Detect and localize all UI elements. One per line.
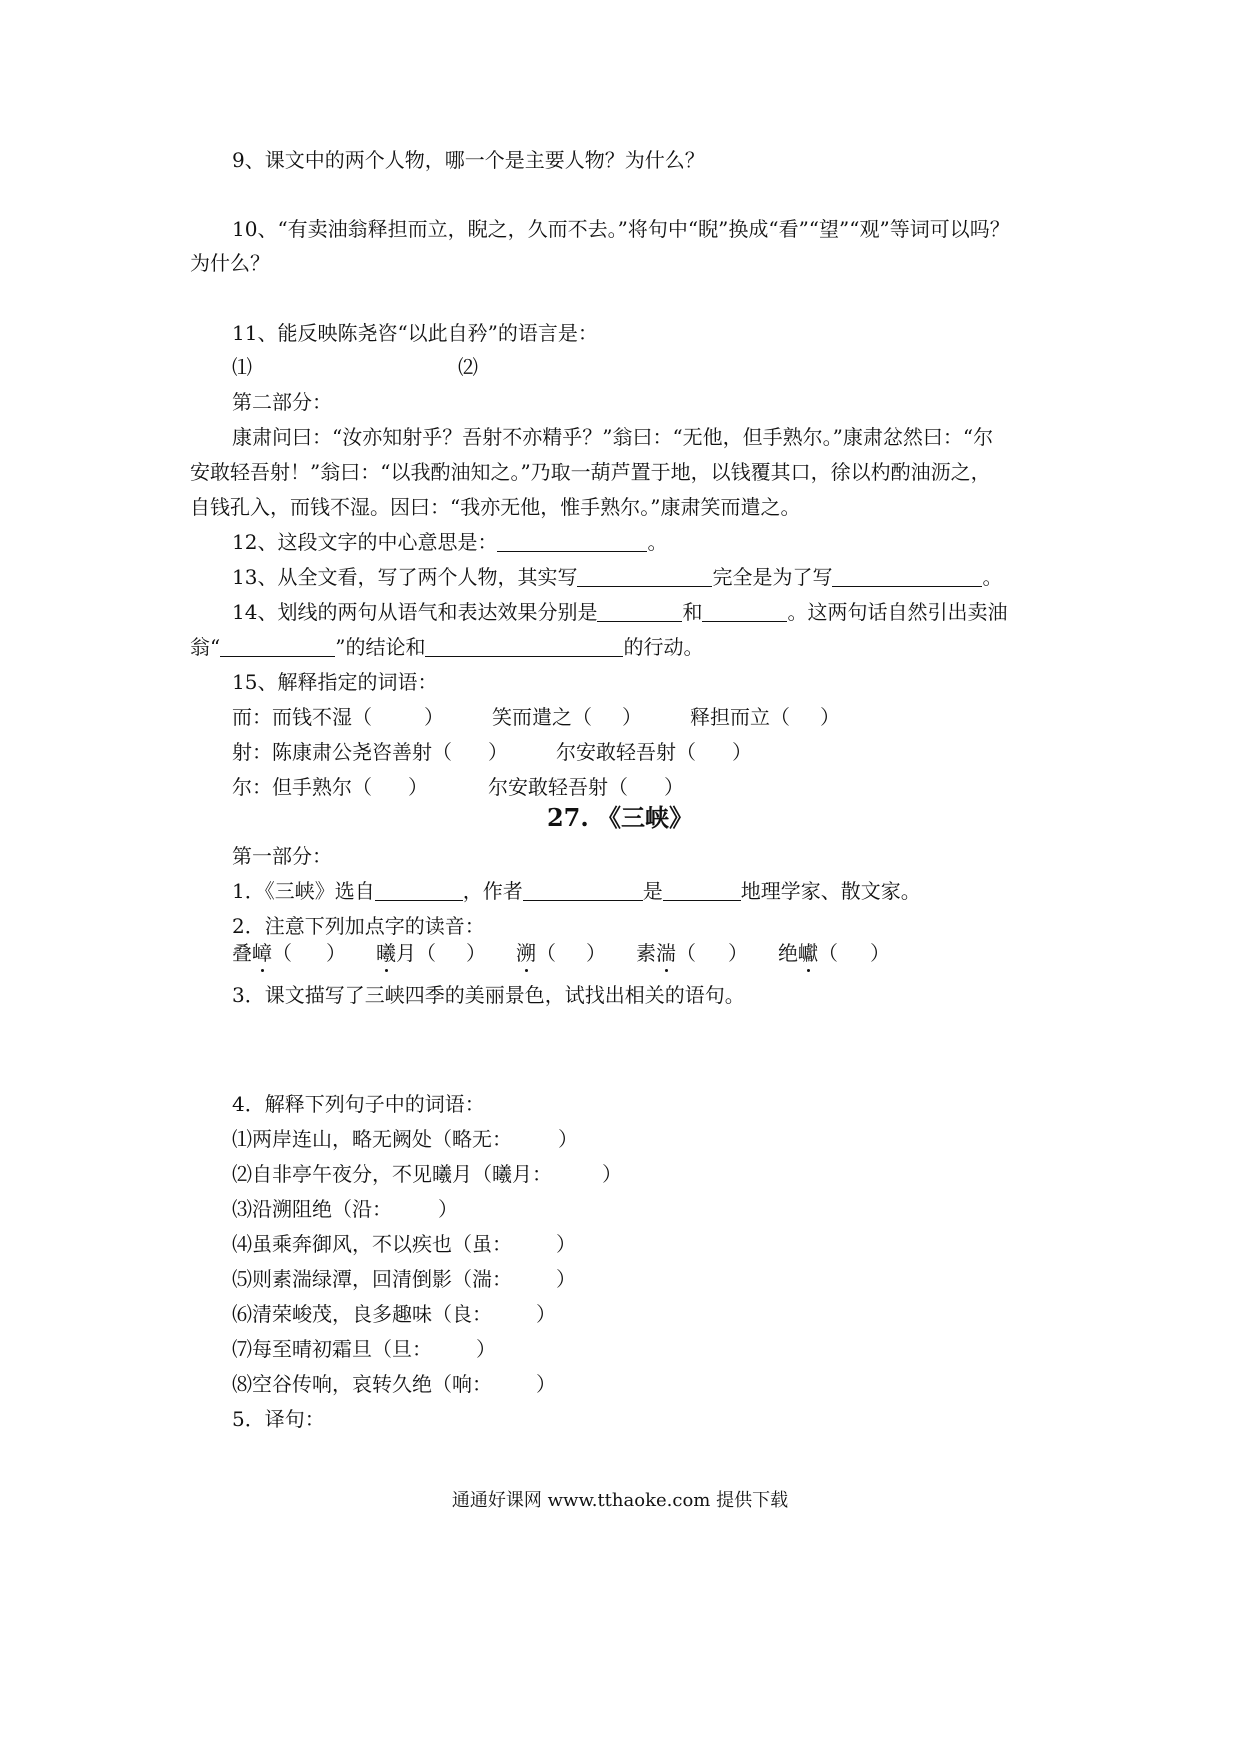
paren: ） — [536, 1372, 556, 1396]
paren: ） — [466, 941, 486, 965]
word-item-8 — [232, 1371, 1102, 1397]
word-item-7 — [232, 1336, 1102, 1362]
word-item-2 — [232, 1161, 1102, 1187]
q13-text: 13、从全文看，写了两个人物，其实写 — [232, 565, 578, 589]
section-title: 27. 《三峡》 — [546, 803, 694, 832]
question-9: 9、课文中的两个人物，哪一个是主要人物？为什么？ — [232, 148, 705, 172]
sanxia-question-1 — [232, 878, 1102, 904]
item-text: ⑵自非亭午夜分，不见曦月（曦月： — [232, 1162, 552, 1186]
word-item-4 — [232, 1231, 1102, 1257]
term-text: 尔安敢轻吾射（ — [488, 775, 628, 799]
dotted-char: 湍 — [656, 941, 676, 965]
q12-text: 12、这段文字的中心意思是： — [232, 530, 498, 554]
question-10-line-1: 10、“有卖油翁释担而立，睨之，久而不去。”将句中“睨”换成“看”“望”“观”等词可以吗？ — [232, 217, 1010, 241]
term-close: ） — [732, 740, 752, 764]
term-close: ） — [424, 705, 444, 729]
q14-text-2: 和 — [682, 600, 703, 624]
question-13 — [232, 564, 1102, 590]
paren: ） — [536, 1302, 556, 1326]
char: （ — [818, 941, 838, 965]
paren: ） — [558, 1127, 578, 1151]
paren: ） — [602, 1162, 622, 1186]
dotted-char: 巘 — [798, 941, 818, 965]
term-text: 尔：但手熟尔（ — [232, 775, 372, 799]
item-text: ⑹清荣峻茂，良多趣味（良： — [232, 1302, 492, 1326]
answer-blank[interactable] — [220, 636, 335, 657]
word-item-5 — [232, 1266, 1102, 1292]
part-1-label: 第一部分： — [232, 844, 332, 868]
item-2: ⑵ — [458, 355, 478, 379]
question-15: 15、解释指定的词语： — [232, 670, 438, 694]
q14-text-4: 翁“ — [190, 635, 221, 659]
char: 素 — [636, 941, 656, 965]
q14-text-5: ”的结论和 — [335, 635, 426, 659]
paren: ） — [556, 1232, 576, 1256]
sanxia-question-2: 2．注意下列加点字的读音： — [232, 914, 485, 938]
paren: ） — [586, 941, 606, 965]
paren: ） — [556, 1267, 576, 1291]
answer-blank[interactable] — [702, 601, 787, 622]
item-text: ⑻空谷传响，哀转久绝（响： — [232, 1372, 492, 1396]
word-item-3 — [232, 1196, 1102, 1222]
term-text: 笑而遣之（ — [492, 705, 592, 729]
answer-blank[interactable] — [425, 636, 623, 657]
q14-text-3: 。这两句话自然引出卖油 — [787, 600, 1008, 624]
term-close: ） — [820, 705, 840, 729]
q14-text: 14、划线的两句从语气和表达效果分别是 — [232, 600, 598, 624]
char: 叠 — [232, 941, 252, 965]
paren: ） — [728, 941, 748, 965]
char: 月（ — [396, 941, 436, 965]
passage-line-2: 安敢轻吾射！”翁曰：“以我酌油知之。”乃取一葫芦置于地，以钱覆其口，徐以杓酌油沥之， — [190, 460, 991, 484]
q13-end: 。 — [982, 565, 1003, 589]
question-11-items — [232, 354, 1102, 380]
question-11: 11、能反映陈尧咨“以此自矜”的语言是： — [232, 321, 598, 345]
answer-blank[interactable] — [663, 880, 741, 901]
item-1: ⑴ — [232, 355, 252, 379]
term-text: 释担而立（ — [690, 705, 790, 729]
answer-blank[interactable] — [375, 880, 463, 901]
answer-blank[interactable] — [523, 880, 643, 901]
term-text: 射：陈康肃公尧咨善射（ — [232, 740, 452, 764]
q14-end: 的行动。 — [623, 635, 704, 659]
question-14-line-1 — [232, 599, 1102, 625]
question-12 — [232, 529, 1102, 555]
sanxia-question-3: 3．课文描写了三峡四季的美丽景色，试找出相关的语句。 — [232, 983, 745, 1007]
answer-blank[interactable] — [497, 531, 647, 552]
char: （ — [676, 941, 696, 965]
q13-text-2: 完全是为了写 — [712, 565, 833, 589]
s1-text-3: 是 — [642, 879, 663, 903]
pronunciation-items — [232, 940, 1102, 966]
char: （ — [272, 941, 292, 965]
word-item-1 — [232, 1126, 1102, 1152]
term-close: ） — [622, 705, 642, 729]
item-text: ⑶沿溯阻绝（沿： — [232, 1197, 392, 1221]
answer-blank[interactable] — [597, 601, 682, 622]
char: 绝 — [778, 941, 798, 965]
q12-end: 。 — [647, 530, 668, 554]
item-text: ⑸则素湍绿潭，回清倒影（湍： — [232, 1267, 512, 1291]
term-close: ） — [488, 740, 508, 764]
paren: ） — [326, 941, 346, 965]
s1-text-2: ，作者 — [462, 879, 523, 903]
term-close: ） — [408, 775, 428, 799]
paren: ） — [870, 941, 890, 965]
paren: ） — [438, 1197, 458, 1221]
question-15-er2 — [232, 774, 1102, 800]
dotted-char: 溯 — [516, 941, 536, 965]
answer-blank[interactable] — [832, 566, 982, 587]
s1-text: 1．《三峡》选自 — [232, 879, 375, 903]
question-15-she — [232, 739, 1102, 765]
sanxia-question-4: 4．解释下列句子中的词语： — [232, 1092, 485, 1116]
term-close: ） — [664, 775, 684, 799]
item-text: ⑺每至晴初霜旦（旦： — [232, 1337, 432, 1361]
question-15-er — [232, 704, 1102, 730]
passage-line-1: 康肃问曰：“汝亦知射乎？吾射不亦精乎？”翁曰：“无他，但手熟尔。”康肃忿然曰：“尔 — [232, 425, 994, 449]
dotted-char: 曦 — [376, 941, 396, 965]
item-text: ⑷虽乘奔御风，不以疾也（虽： — [232, 1232, 512, 1256]
char: （ — [536, 941, 556, 965]
question-14-line-2 — [190, 634, 1060, 660]
passage-line-3: 自钱孔入，而钱不湿。因曰：“我亦无他，惟手熟尔。”康肃笑而遣之。 — [190, 495, 801, 519]
dotted-char: 嶂 — [252, 941, 272, 965]
term-text: 尔安敢轻吾射（ — [556, 740, 696, 764]
question-10-line-2: 为什么？ — [190, 251, 270, 275]
item-text: ⑴两岸连山，略无阙处（略无： — [232, 1127, 512, 1151]
paren: ） — [476, 1337, 496, 1361]
word-item-6 — [232, 1301, 1102, 1327]
answer-blank[interactable] — [577, 566, 712, 587]
footer-credit: 通通好课网 www.tthaoke.com 提供下载 — [451, 1490, 789, 1511]
part-2-label: 第二部分： — [232, 390, 332, 414]
term-text: 而：而钱不湿（ — [232, 705, 372, 729]
s1-end: 地理学家、散文家。 — [740, 879, 921, 903]
sanxia-question-5: 5．译句： — [232, 1407, 325, 1431]
